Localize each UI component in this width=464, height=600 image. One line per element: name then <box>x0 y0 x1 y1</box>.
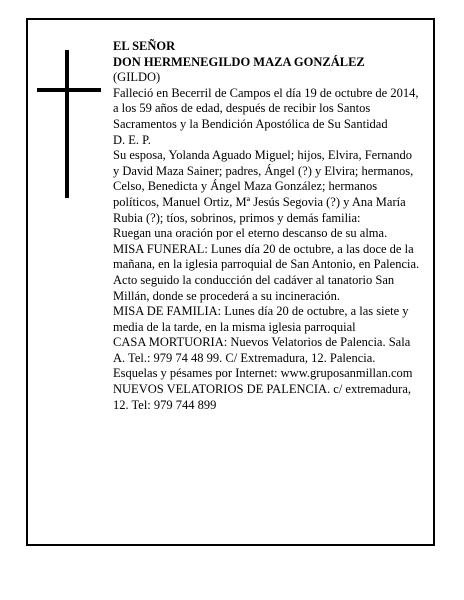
cross-horizontal-bar <box>37 88 101 92</box>
cross-icon <box>37 50 101 198</box>
funeral-home: CASA MORTUORIA: Nuevos Velatorios de Palencia. Sala A. Tel.: 979 74 48 99. C/ Extremadura, 12. Palencia. <box>113 335 411 365</box>
prayer-request: Ruegan una oración por el eterno descanso de su alma. <box>113 226 388 241</box>
obituary-text <box>113 39 420 413</box>
internet-info: Esquelas y pésames por Internet: www.gruposanmillan.com <box>113 366 413 381</box>
deceased-nickname: (GILDO) <box>113 70 161 85</box>
family-list: Su esposa, Yolanda Aguado Miguel; hijos, Elvira, Fernando y David Maza Sainer; padres, Ángel (?) y Elvira; hermanos, Celso, Benedicta y Ángel Maza González; hermanos políticos, Manuel Ortiz, Mª Jesús Segovia (?) y Ana María Rubia (?); tíos, sobrinos, primos y demás familia: <box>113 148 414 225</box>
deceased-name: DON HERMENEGILDO MAZA GONZÁLEZ <box>113 54 365 69</box>
death-statement: Falleció en Becerril de Campos el día 19 de octubre de 2014, a los 59 años de edad, después de recibir los Santos Sacramentos y la Bendición Apostólica de Su Santidad <box>113 85 419 131</box>
family-mass: MISA DE FAMILIA: Lunes día 20 de octubre, a las siete y media de la tarde, en la misma iglesia parroquial <box>113 304 409 334</box>
velatorios-info: NUEVOS VELATORIOS DE PALENCIA. c/ extremadura, 12. Tel: 979 744 899 <box>113 382 412 412</box>
cross-vertical-bar <box>65 50 69 198</box>
funeral-mass: MISA FUNERAL: Lunes día 20 de octubre, a las doce de la mañana, en la iglesia parroquial de San Antonio, en Palencia. Acto seguido la conducción del cadáver al tanatorio San Millán, donde se procederá a su incineración. <box>113 241 420 303</box>
rip-text: D. E. P. <box>113 132 151 147</box>
notice-title: EL SEÑOR <box>113 39 176 53</box>
